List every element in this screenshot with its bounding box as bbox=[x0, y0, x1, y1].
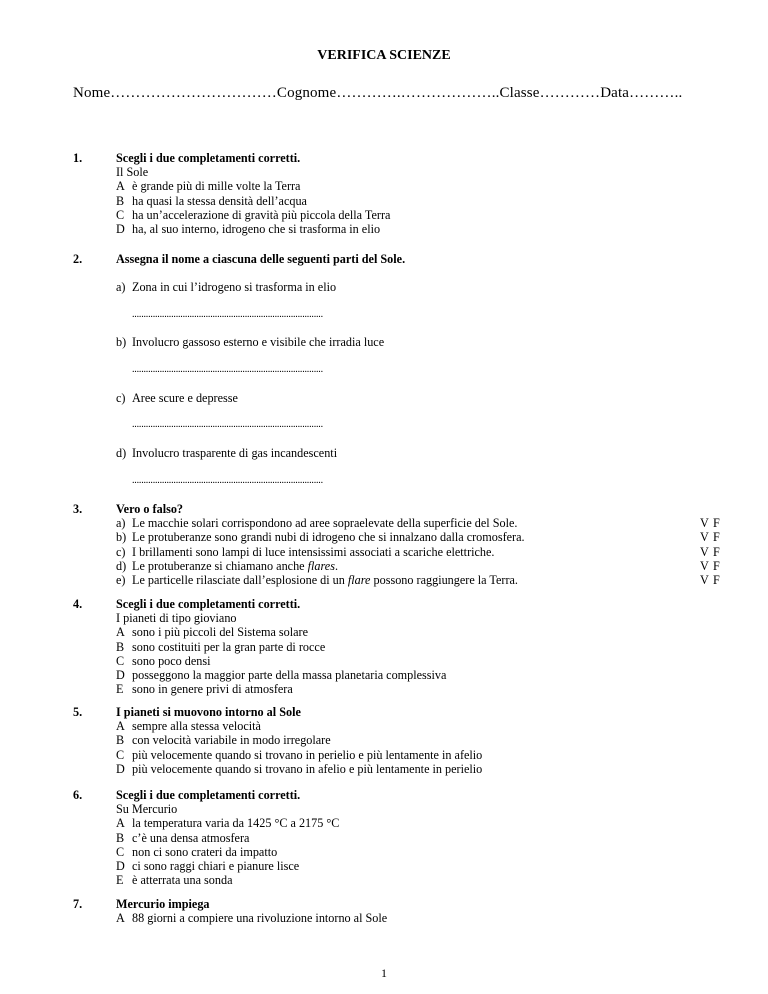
option-letter: B bbox=[116, 193, 125, 208]
item-letter: e) bbox=[116, 573, 126, 588]
false-choice[interactable]: F bbox=[713, 516, 720, 531]
option-c[interactable] bbox=[116, 845, 676, 859]
option-e[interactable] bbox=[116, 682, 676, 696]
answer-line-b[interactable]: ................................................................................... bbox=[132, 364, 323, 375]
option-letter: A bbox=[116, 625, 125, 640]
option-letter: E bbox=[116, 873, 124, 888]
option-c[interactable] bbox=[116, 208, 676, 222]
page-title: VERIFICA SCIENZE bbox=[317, 48, 451, 63]
tf-item-a bbox=[116, 516, 756, 530]
option-text: sempre alla stessa velocità bbox=[132, 719, 261, 734]
item-text: Zona in cui l’idrogeno si trasforma in elio bbox=[132, 280, 337, 294]
item-text-end: possono raggiungere la Terra. bbox=[370, 573, 518, 588]
option-text: posseggono la maggior parte della massa planetaria complessiva bbox=[132, 668, 447, 683]
option-c[interactable] bbox=[116, 654, 676, 668]
question-stem: Il Sole bbox=[116, 165, 149, 180]
option-a[interactable] bbox=[116, 911, 676, 925]
tf-item-c bbox=[116, 545, 756, 559]
item-text: I brillamenti sono lampi di luce intensissimi associati a scariche elettriche. bbox=[132, 544, 495, 559]
classe-label: Classe bbox=[499, 85, 540, 101]
question-heading: Mercurio impiega bbox=[116, 897, 210, 911]
item-letter: a) bbox=[116, 516, 126, 531]
option-text: ha quasi la stessa densità dell’acqua bbox=[132, 193, 307, 208]
item-letter: b) bbox=[116, 335, 127, 349]
option-b[interactable] bbox=[116, 194, 676, 208]
question-number: 7. bbox=[73, 897, 83, 911]
option-d[interactable] bbox=[116, 668, 676, 682]
item-text: Involucro gassoso esterno e visibile che irradia luce bbox=[132, 335, 385, 349]
option-b[interactable] bbox=[116, 733, 676, 747]
tf-item-e bbox=[116, 573, 756, 587]
item-text: Aree scure e depresse bbox=[132, 391, 238, 405]
option-letter: C bbox=[116, 653, 125, 668]
question-heading: Scegli i due completamenti corretti. bbox=[116, 597, 301, 611]
option-letter: B bbox=[116, 639, 125, 654]
question-heading: Vero o falso? bbox=[116, 502, 184, 516]
classe-field[interactable]: ………… bbox=[539, 85, 601, 101]
question-stem: I pianeti di tipo gioviano bbox=[116, 611, 237, 626]
true-choice[interactable]: V bbox=[700, 558, 709, 573]
option-d[interactable] bbox=[116, 222, 676, 236]
false-choice[interactable]: F bbox=[713, 558, 720, 573]
nome-field[interactable]: …………………………… bbox=[110, 85, 277, 101]
cognome-label: Cognome bbox=[276, 85, 337, 101]
item-emphasis: flares bbox=[307, 558, 335, 573]
item-letter: d) bbox=[116, 446, 127, 460]
true-choice[interactable]: V bbox=[700, 573, 709, 588]
option-letter: B bbox=[116, 733, 125, 748]
answer-line-d[interactable]: ................................................................................... bbox=[132, 475, 323, 486]
option-text: sono costituiti per la gran parte di rocce bbox=[132, 639, 326, 654]
option-letter: D bbox=[116, 859, 125, 874]
option-letter: A bbox=[116, 179, 125, 194]
option-d[interactable] bbox=[116, 762, 676, 776]
item-letter: c) bbox=[116, 544, 126, 559]
option-text: sono in genere privi di atmosfera bbox=[132, 682, 293, 697]
question-number: 4. bbox=[73, 597, 83, 611]
option-letter: A bbox=[116, 911, 125, 926]
question-number: 6. bbox=[73, 788, 83, 802]
true-choice[interactable]: V bbox=[700, 530, 709, 545]
question-heading: Assegna il nome a ciascuna delle seguenti parti del Sole. bbox=[116, 252, 406, 266]
option-text: è grande più di mille volte la Terra bbox=[132, 179, 301, 194]
option-letter: E bbox=[116, 682, 124, 697]
option-text: sono i più piccoli del Sistema solare bbox=[132, 625, 309, 640]
question-number: 1. bbox=[73, 151, 83, 165]
page-number: 1 bbox=[381, 966, 387, 980]
question-number: 2. bbox=[73, 252, 83, 266]
option-a[interactable] bbox=[116, 816, 676, 830]
option-c[interactable] bbox=[116, 748, 676, 762]
item-text: Le protuberanze si chiamano anche bbox=[132, 558, 308, 573]
option-letter: D bbox=[116, 668, 125, 683]
option-b[interactable] bbox=[116, 640, 676, 654]
false-choice[interactable]: F bbox=[713, 573, 720, 588]
option-text: ha, al suo interno, idrogeno che si trasforma in elio bbox=[132, 222, 381, 237]
cognome-field[interactable]: ………….……………….. bbox=[336, 85, 500, 101]
item-text-end: . bbox=[334, 558, 338, 573]
item-text: Le macchie solari corrispondono ad aree sopraelevate della superficie del Sole. bbox=[132, 516, 518, 531]
item-text: Le protuberanze sono grandi nubi di idrogeno che si innalzano dalla cromosfera. bbox=[132, 530, 525, 545]
option-d[interactable] bbox=[116, 859, 676, 873]
tf-item-b bbox=[116, 530, 756, 544]
option-letter: C bbox=[116, 747, 125, 762]
question-heading: I pianeti si muovono intorno al Sole bbox=[116, 705, 301, 719]
option-text: con velocità variabile in modo irregolare bbox=[132, 733, 331, 748]
option-text: ha un’accelerazione di gravità più piccola della Terra bbox=[132, 207, 391, 222]
data-label: Data bbox=[600, 85, 630, 101]
true-choice[interactable]: V bbox=[700, 544, 709, 559]
option-text: più velocemente quando si trovano in afelio e più lentamente in perielio bbox=[132, 761, 483, 776]
item-emphasis: flare bbox=[347, 573, 371, 588]
item-letter: c) bbox=[116, 391, 126, 405]
option-text: non ci sono crateri da impatto bbox=[132, 844, 278, 859]
option-letter: C bbox=[116, 207, 125, 222]
nome-label: Nome bbox=[73, 85, 111, 101]
question-stem: Su Mercurio bbox=[116, 802, 178, 817]
answer-line-a[interactable]: ................................................................................... bbox=[132, 309, 323, 320]
item-letter: a) bbox=[116, 280, 126, 294]
option-letter: D bbox=[116, 222, 125, 237]
option-text: più velocemente quando si trovano in perielio e più lentamente in afelio bbox=[132, 747, 483, 762]
data-field[interactable]: ……….. bbox=[629, 85, 683, 101]
option-text: sono poco densi bbox=[132, 653, 211, 668]
option-a[interactable] bbox=[116, 719, 676, 733]
option-text: la temperatura varia da 1425 °C a 2175 °C bbox=[132, 816, 340, 831]
option-letter: B bbox=[116, 830, 125, 845]
option-letter: A bbox=[116, 816, 125, 831]
option-b[interactable] bbox=[116, 831, 676, 845]
option-letter: C bbox=[116, 844, 125, 859]
option-a[interactable] bbox=[116, 179, 676, 193]
false-choice[interactable]: F bbox=[713, 544, 720, 559]
tf-item-d bbox=[116, 559, 756, 573]
option-letter: A bbox=[116, 719, 125, 734]
item-letter: d) bbox=[116, 558, 127, 573]
item-text: Le particelle rilasciate dall’esplosione di un bbox=[132, 573, 348, 588]
question-number: 3. bbox=[73, 502, 83, 516]
option-text: è atterrata una sonda bbox=[132, 873, 233, 888]
question-number: 5. bbox=[73, 705, 83, 719]
question-heading: Scegli i due completamenti corretti. bbox=[116, 788, 301, 802]
answer-line-c[interactable]: ................................................................................... bbox=[132, 419, 323, 430]
option-letter: D bbox=[116, 761, 125, 776]
option-text: ci sono raggi chiari e pianure lisce bbox=[132, 859, 300, 874]
option-e[interactable] bbox=[116, 873, 676, 887]
option-text: c’è una densa atmosfera bbox=[132, 830, 250, 845]
item-text: Involucro trasparente di gas incandescenti bbox=[132, 446, 338, 460]
question-heading: Scegli i due completamenti corretti. bbox=[116, 151, 301, 165]
option-text: 88 giorni a compiere una rivoluzione intorno al Sole bbox=[132, 911, 388, 926]
true-choice[interactable]: V bbox=[700, 516, 709, 531]
item-letter: b) bbox=[116, 530, 127, 545]
student-info-line bbox=[73, 86, 713, 100]
option-a[interactable] bbox=[116, 625, 676, 639]
false-choice[interactable]: F bbox=[713, 530, 720, 545]
